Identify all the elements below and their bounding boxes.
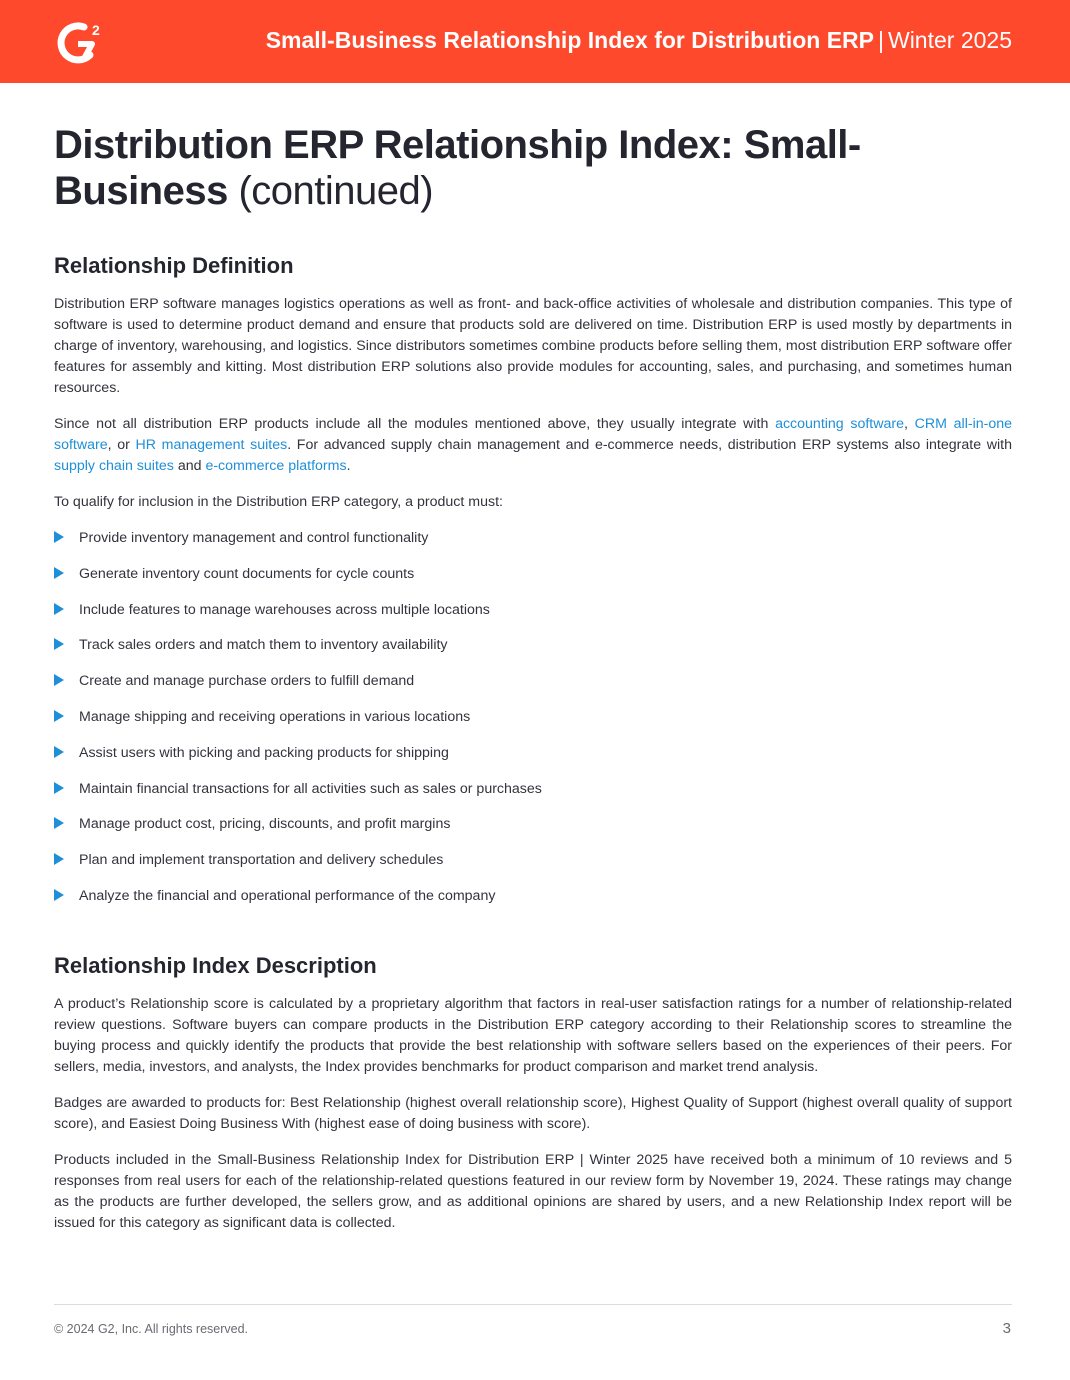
triangle-bullet-icon — [54, 531, 64, 543]
triangle-bullet-icon — [54, 674, 64, 686]
list-item-text: Manage shipping and receiving operations in various locations — [79, 708, 471, 725]
para2-text: and — [173, 458, 206, 474]
list-item — [54, 814, 1014, 850]
link-supply-chain-suites[interactable]: supply chain suites — [54, 458, 174, 474]
link-e-commerce-platforms[interactable]: e-commerce platforms — [205, 458, 347, 474]
para2-text: Since not all distribution ERP products include all the modules mentioned above, they usually integrate with — [54, 416, 776, 432]
list-item — [54, 564, 1014, 600]
description-paragraph-3: Products included in the Small-Business Relationship Index for Distribution ERP | Winter 2025 have received both a minimum of 10 reviews and 5 responses from real users for each of the relationship-related questions featured in our review form by November 19, 2024. These ratings may change as the products are further developed, the sellers grow, and as additional opinions are shared by users, and a new Relationship Index report will be issued for this category as significant data is collected. — [54, 1152, 1012, 1231]
list-item — [54, 600, 1014, 636]
triangle-bullet-icon — [54, 710, 64, 722]
link-hr-management-suites[interactable]: HR management suites — [135, 437, 288, 453]
svg-text:2: 2 — [92, 22, 100, 38]
header-title-season: Winter 2025 — [887, 27, 1012, 53]
list-item-text: Provide inventory management and control functionality — [79, 530, 429, 546]
page-title — [54, 122, 1014, 214]
para2-text: , — [904, 416, 915, 432]
para2-text: . — [346, 458, 351, 474]
list-item — [54, 779, 1014, 815]
link-crm-all-in-one-software[interactable]: CRM all-in-one software — [54, 416, 1013, 453]
triangle-bullet-icon — [54, 817, 64, 829]
g2-logo-icon — [54, 20, 108, 66]
header-title-bold: Small-Business Relationship Index for Distribution ERP — [265, 27, 874, 53]
qualification-list — [54, 528, 1014, 922]
list-item-text: Track sales orders and match them to inventory availability — [79, 637, 448, 654]
list-item — [54, 635, 1014, 671]
list-item — [54, 850, 1014, 886]
triangle-bullet-icon — [54, 853, 64, 865]
header-title — [266, 25, 1012, 55]
list-item — [54, 528, 1014, 564]
list-item-text: Assist users with picking and packing products for shipping — [79, 744, 449, 761]
list-item-text: Generate inventory count documents for cycle counts — [79, 565, 415, 582]
description-paragraph-2: Badges are awarded to products for: Best Relationship (highest overall relationship score), Highest Quality of Support (highest overall quality of support score), and Easiest Doing Business With (highest ease of doing business with score). — [54, 1095, 1012, 1132]
definition-paragraph-2 — [54, 414, 1012, 477]
list-item-text: Create and manage purchase orders to fulfill demand — [79, 673, 415, 690]
description-paragraph-1: A product’s Relationship score is calculated by a proprietary algorithm that factors in real-user satisfaction ratings for a number of relationship-related review questions. Software buyers can compare products in the Distribution ERP category according to their Relationship scores to streamline the buying process and quickly identify the products that provide the best relationship with software sellers based on the experiences of their peers. For sellers, media, investors, and analysts, the Index provides benchmarks for product comparison and market trend analysis. — [54, 996, 1012, 1075]
section-heading-relationship-index-description: Relationship Index Description — [54, 953, 377, 978]
page-title-continued: (continued) — [238, 169, 434, 213]
list-item-text: Plan and implement transportation and delivery schedules — [79, 852, 444, 869]
header-separator: | — [878, 27, 884, 53]
list-item-text: Manage product cost, pricing, discounts, and profit margins — [79, 816, 451, 833]
list-item-text: Analyze the financial and operational performance of the company — [79, 887, 496, 904]
page-title-bold: Distribution ERP Relationship Index: Small-Business — [54, 123, 861, 213]
section-heading-relationship-definition: Relationship Definition — [54, 253, 294, 278]
page-number: 3 — [1002, 1320, 1011, 1337]
definition-paragraph-1: Distribution ERP software manages logistics operations as well as front- and back-office activities of wholesale and distribution companies. This type of software is used to determine product demand and ensure that products sold are delivered on time. Distribution ERP is used mostly by departments in charge of inventory, warehousing, and logistics. Since distributors sometimes combine products before selling them, most distribution ERP software offer features for assembly and kitting. Most distribution ERP solutions also provide modules for accounting, sales, and purchasing, and sometimes human resources. — [54, 296, 1012, 396]
triangle-bullet-icon — [54, 603, 64, 615]
triangle-bullet-icon — [54, 746, 64, 758]
footer-divider — [54, 1304, 1012, 1305]
page-header — [0, 0, 1070, 83]
list-item — [54, 743, 1014, 779]
list-item — [54, 707, 1014, 743]
triangle-bullet-icon — [54, 782, 64, 794]
link-accounting-software[interactable]: accounting software — [775, 416, 905, 432]
list-item — [54, 671, 1014, 707]
para2-text: . For advanced supply chain management and e-commerce needs, distribution ERP systems also integrate with — [287, 437, 1012, 453]
triangle-bullet-icon — [54, 889, 64, 901]
list-item — [54, 886, 1014, 922]
triangle-bullet-icon — [54, 567, 64, 579]
list-item-text: Maintain financial transactions for all activities such as sales or purchases — [79, 780, 542, 797]
list-item-text: Include features to manage warehouses across multiple locations — [79, 601, 490, 618]
copyright-text: © 2024 G2, Inc. All rights reserved. — [54, 1322, 249, 1336]
qualification-intro: To qualify for inclusion in the Distribution ERP category, a product must: — [54, 494, 503, 510]
triangle-bullet-icon — [54, 638, 64, 650]
para2-text: , or — [107, 437, 136, 453]
